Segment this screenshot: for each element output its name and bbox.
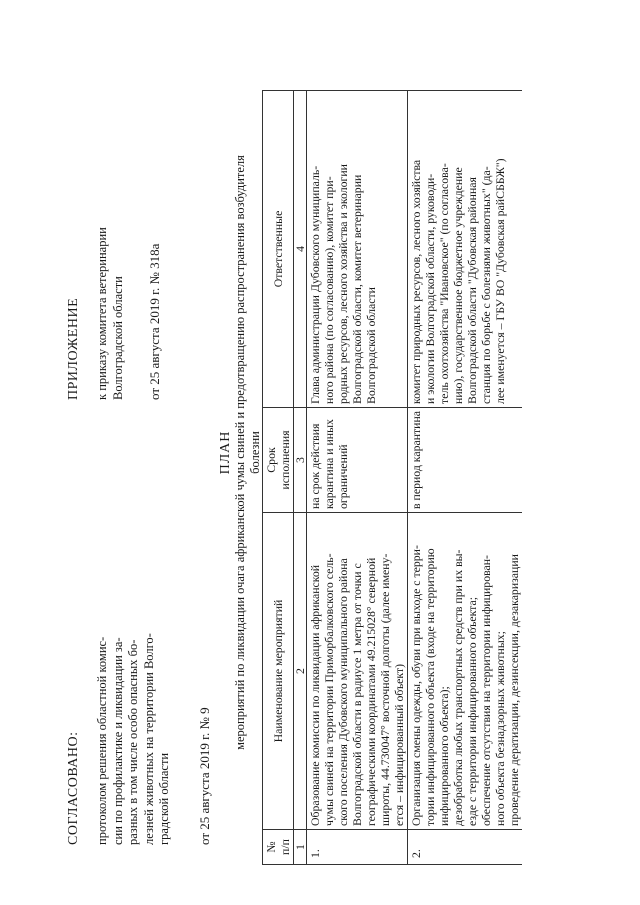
header-activity: Наименование мероприятий — [263, 513, 294, 830]
column-number: 3 — [294, 407, 307, 512]
appendix-heading: ПРИЛОЖЕНИЕ — [66, 297, 81, 400]
header-term: Срок исполнения — [263, 407, 294, 512]
protocol-line: градской области — [157, 752, 171, 845]
table-row — [408, 90, 523, 864]
column-number: 4 — [294, 90, 307, 407]
order-line: Волгоградской области — [110, 276, 125, 400]
agreed-date: от 25 августа 2019 г. № 9 — [197, 707, 212, 845]
row-term: в период карантина — [408, 407, 523, 512]
header-number: № п/п — [263, 830, 294, 865]
plan-title: ПЛАН — [218, 430, 233, 475]
column-number: 2 — [294, 513, 307, 830]
appendix-order-text — [95, 227, 126, 400]
row-responsible: комитет природных ресурсов, лесного хозяйства и экологии Волгоградской области, руководи- тель охотхозяйства "Ивановское" (по согласова- нию), государственное бюджетное учреждение Волгоградской области "Дубовская районная станция по борьбе с болезнями животных" (да- лее именуется – ГБУ ВО "Дубовская райСББЖ") — [408, 90, 523, 407]
column-number: 1 — [294, 830, 307, 865]
agreed-heading: СОГЛАСОВАНО: — [66, 731, 81, 845]
row-activity: Организация смены одежды, обуви при выходе с терри- тории инфицированного объекта (входе на территорию инфицированного объекта); дезобработка любых транспортных средств при их вы- езде с территории инфицированного объекта; обеспечение отсутствия на территории инфицирован- ного объекта безнадзорных животных; проведение дератизации, дезинсекции, дезакаризации — [408, 513, 523, 830]
protocol-line: протоколом решения областной комис- — [95, 636, 109, 845]
agreed-protocol-text — [95, 585, 173, 845]
row-number: 2. — [408, 830, 523, 865]
table-row — [307, 90, 408, 864]
plan-subtitle-line: болезни — [248, 431, 262, 474]
row-responsible: Глава администрации Дубовского муниципаль- ного района (по согласованию), комитет при- родных ресурсов, лесного хозяйства и экологии Волгоградской области, комитет ветеринарии Волгоградской области — [307, 90, 408, 407]
appendix-date: от 25 августа 2019 г. № 318а — [147, 243, 162, 400]
row-term: на срок действия карантина и иных ограничений — [307, 407, 408, 512]
table-header-row — [263, 90, 294, 864]
protocol-line: лезней животных на территории Волго- — [141, 633, 156, 845]
row-number: 1. — [307, 830, 408, 865]
order-line: к приказу комитета ветеринарии — [95, 227, 109, 400]
plan-subtitle-line: мероприятий по ликвидации очага африканской чумы свиней и предотвращению распространения возбудителя — [233, 155, 247, 750]
plan-table — [262, 90, 522, 865]
header-responsible: Ответственные — [263, 90, 294, 407]
plan-subtitle — [233, 0, 263, 905]
column-number-row — [294, 90, 307, 864]
protocol-line: сии по профилактике и ликвидации за- — [110, 637, 125, 845]
row-activity: Образование комиссии по ликвидации африканской чумы свиней на территории Приморбалковского сель- ского поселения Дубовского муниципального района Волгоградской области в радиусе 1 метра от точки с географическими координатами 49.215028° северной широты, 44.730047° восточной долготы (далее имену- ется – инфицированный объект) — [307, 513, 408, 830]
protocol-line: разных в том числе особо опасных бо- — [126, 639, 140, 845]
